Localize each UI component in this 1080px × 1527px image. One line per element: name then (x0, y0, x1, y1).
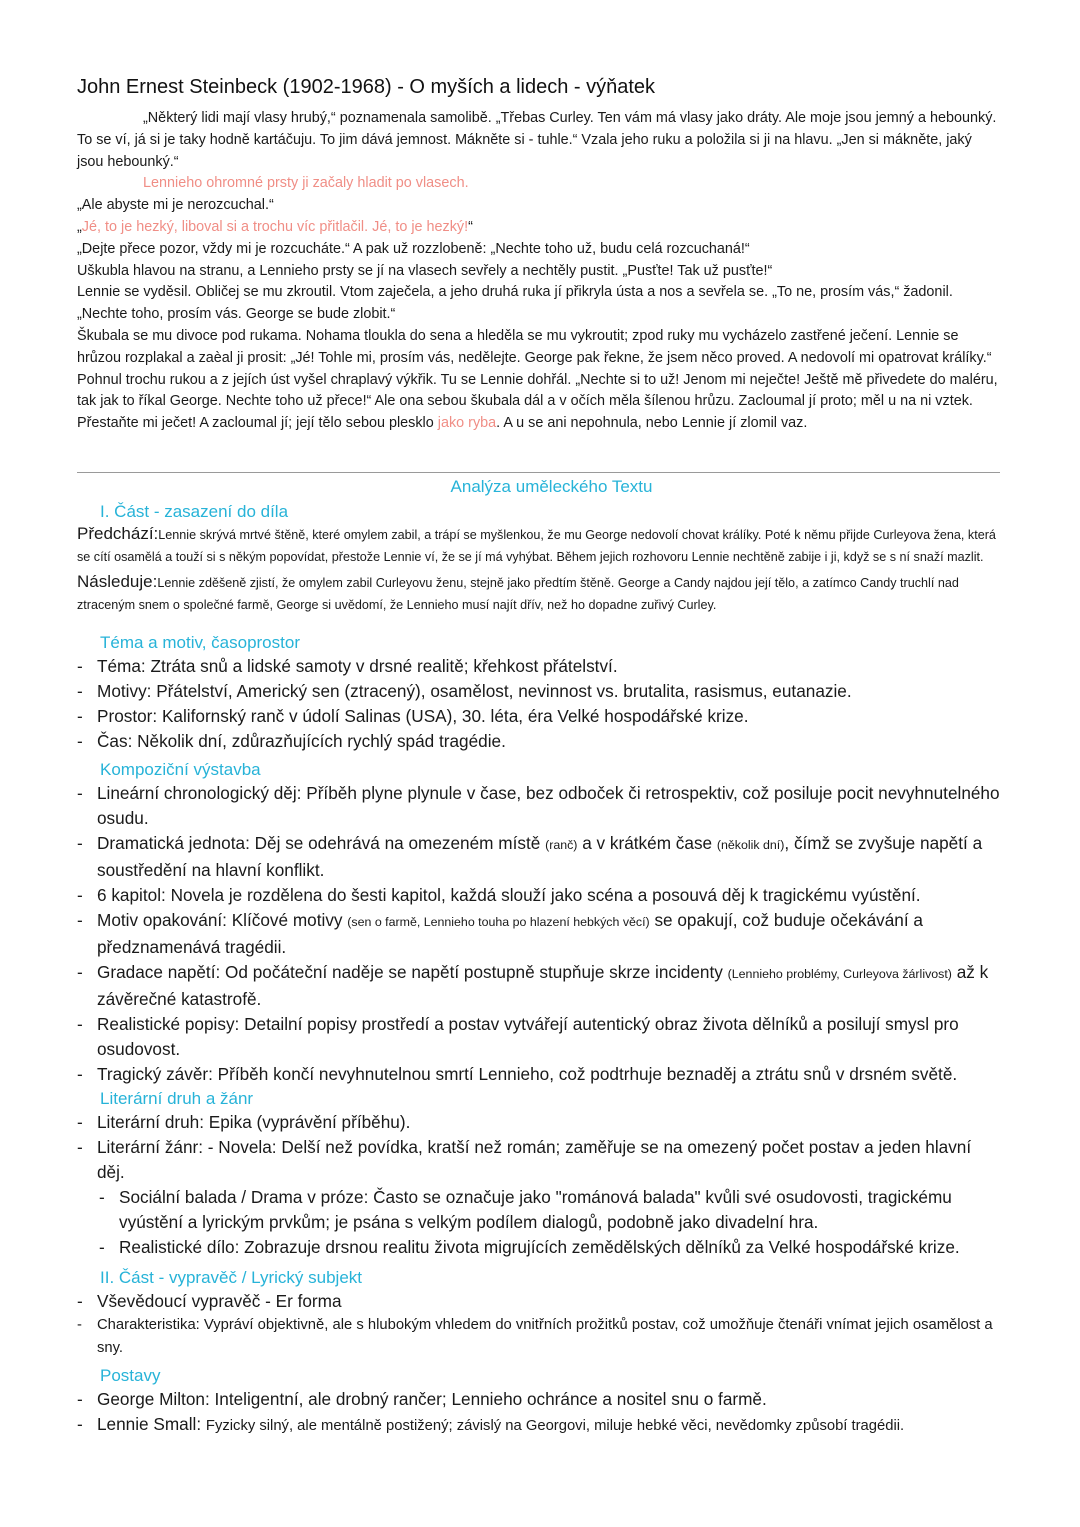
list-item: - Lineární chronologický děj: Příběh plyne plynule v čase, bez odboček či retrospektiv, což posiluje pocit nevyhnutelného osudu. (77, 781, 1002, 831)
list-item (77, 1412, 1002, 1439)
list-item: - Vševědoucí vypravěč - Er forma (77, 1289, 1002, 1314)
list-item: - Literární druh: Epika (vyprávění příběhu). (77, 1110, 1002, 1135)
excerpt-paragraph: Lennieho ohromné prsty ji začaly hladit po vlasech. (143, 175, 469, 192)
item-note: (Lennieho problémy, Curleyova žárlivost) (727, 967, 952, 981)
list-item: - Literární žánr: - Novela: Delší než povídka, kratší než román; zaměřuje se na omezený počet postav a jeden hlavní děj. (77, 1135, 1002, 1185)
predchazi-text: Lennie skrývá mrtvé štěně, které omylem zabil, a trápí se myšlenkou, že mu George nedovolí chovat králíky. Poté k němu přijde Curleyova žena, která se cítí osamělá a touží si s někým popovídat, přestože Lennie ví, že se jí má vyhýbat. Během jejich rozhovoru Lennie nechtěně zabije i ji, když se s ní snaží mazlit. (77, 528, 996, 564)
list-item: - Čas: Několik dní, zdůrazňujících rychlý spád tragédie. (77, 729, 1002, 754)
item-note: (ranč) (545, 838, 578, 852)
item-text: Motiv opakování: Klíčové motivy (97, 910, 348, 930)
sub-list-item: - Sociální balada / Drama v próze: Často se označuje jako "románová balada" kvůli své osudovosti, tragickému vyústění a lyrickým prvkům; je psána s velkým podílem dialogů, podobně jako divadelní hra. (99, 1185, 1002, 1235)
excerpt-text: Škubala se mu divoce pod rukama. Nohama tloukla do sena a hleděla se mu vykroutit; zpod ruky mu vycházelo zastřené ječení. Lennie se hrůzou rozplakal a zaèal ji prosit: „Jé! Tohle mi, prosím vás, nedělejte. George pak řekne, že jsem něco proved. A nedovolí mi opatrovat králíky.“ Pohnul trochu rukou a z jejích úst vyšel chraplavý výkřik. Tu se Lennie dohřál. „Nechte si to už! Jenom mi neječte! Ještě mě přivedete do maléru, tak jak to říkal George. Nechte toho už přece!“ Ale ona sebou škubala dál a v očích měla šílenou hrůzu. Zacloumal jí proto; měl u na ni vztek. Přestaňte mi ječet! A zacloumal jí; její tělo sebou plesklo (77, 327, 998, 432)
list-item: - 6 kapitol: Novela je rozdělena do šesti kapitol, každá slouží jako scéna a posouvá děj k tragickému vyústění. (77, 883, 1002, 908)
highlighted-speech: Jé, to je hezký, liboval si a trochu víc přitlačil. Jé, to je hezký! (81, 218, 469, 235)
nasleduje-paragraph (77, 571, 1002, 616)
list-item: - Realistické popisy: Detailní popisy prostředí a postav vytvářejí autentický obraz života dělníků a posilují smysl pro osudovost. (77, 1012, 1002, 1062)
item-text: Lennie Small: (97, 1414, 206, 1434)
section-part2 (77, 1267, 1002, 1359)
item-note: (sen o farmě, Lennieho touha po hlazení hebkých věcí) (347, 915, 650, 929)
tema-heading: Téma a motiv, časoprostor (100, 633, 300, 652)
kompozice-heading: Kompoziční výstavba (100, 760, 261, 779)
analysis-heading: Analýza uměleckého Textu (450, 477, 653, 496)
section-part1 (77, 501, 1002, 616)
document-title: John Ernest Steinbeck (1902-1968) - O myších a lidech - výňatek (77, 76, 656, 98)
list-item: - Motivy: Přátelství, Americký sen (ztracený), osamělost, nevinnost vs. brutalita, rasismus, eutanazie. (77, 679, 1002, 704)
item-text: až k závěrečné katastrofě. (97, 962, 989, 1009)
excerpt (77, 108, 1002, 435)
excerpt-paragraph: Lennie se vyděsil. Obličej se mu zkroutil. Vtom zaječela, a jeho druhá ruka jí přikryla ústa a nos a sevřela se. „To ne, prosím vás,“ žadonil. „Nechte toho, prosím vás. George se bude zlobit.“ (77, 284, 953, 323)
excerpt-text: . A u se ani nepohnula, nebo Lennie jí zlomil vaz. (496, 415, 808, 432)
excerpt-paragraph (77, 217, 1002, 239)
list-item (77, 831, 1002, 883)
predchazi-label: Předchází: (77, 524, 159, 543)
sub-list-item: - Realistické dílo: Zobrazuje drsnou realitu života migrujících zemědělských dělníků za Velké hospodářské krize. (99, 1235, 1002, 1260)
part1-heading: I. Část - zasazení do díla (100, 502, 289, 521)
section-kompozice (77, 759, 1002, 1087)
list-item: - Prostor: Kalifornský ranč v údolí Salinas (USA), 30. léta, éra Velké hospodářské krize. (77, 704, 1002, 729)
list-item (77, 960, 1002, 1012)
quote-open: „ (77, 218, 82, 235)
item-text: Dramatická jednota: Děj se odehrává na omezeném místě (97, 833, 546, 853)
section-druh (77, 1088, 1002, 1260)
excerpt-paragraph: „Ale abyste mi je nerozcuchal.“ (77, 197, 274, 214)
part2-heading: II. Část - vypravěč / Lyrický subjekt (100, 1268, 362, 1287)
quote-close: “ (468, 218, 473, 235)
item-text: Gradace napětí: Od počáteční naděje se napětí postupně stupňuje skrze incidenty (97, 962, 728, 982)
section-postavy (77, 1365, 1002, 1439)
list-item: - Téma: Ztráta snů a lidské samoty v drsné realitě; křehkost přátelství. (77, 654, 1002, 679)
predchazi-paragraph (77, 523, 1002, 568)
item-note: (několik dní) (716, 838, 785, 852)
highlighted-simile: jako ryba (437, 415, 497, 432)
section-tema (77, 632, 1002, 754)
excerpt-paragraph (77, 326, 1002, 435)
item-text: se opakují, což buduje očekávání a předznamenává tragédii. (97, 910, 923, 957)
list-item: - Charakteristika: Vypráví objektivně, ale s hlubokým vhledem do vnitřních prožitků postav, což umožňuje čtenáři vnímat jejich osamělost a sny. (77, 1314, 1002, 1359)
nasleduje-text: Lennie zděšeně zjistí, že omylem zabil Curleyovu ženu, stejně jako předtím štěně. George a Candy najdou její tělo, a zatímco Candy truchlí nad ztraceným snem o společné farmě, George si uvědomí, že Lennieho musí najít dřív, než ho dopadne zuřivý Curley. (77, 576, 959, 612)
excerpt-paragraph: „Některý lidi mají vlasy hrubý,“ poznamenala samolibě. „Třebas Curley. Ten vám má vlasy jako dráty. Ale moje jsou jemný a hebounký. To se ví, já si je taky hodně kartáčuju. To jim dává jemnost. Mákněte si - tuhle.“ Vzala jeho ruku a položila si ji na hlavu. „Jen si mákněte, jaký jsou hebounký.“ (77, 110, 997, 170)
nasleduje-label: Následuje: (77, 572, 158, 591)
list-item: - George Milton: Inteligentní, ale drobný rančer; Lennieho ochránce a nositel snu o farmě. (77, 1387, 1002, 1412)
divider (77, 472, 1000, 473)
list-item: - Tragický závěr: Příběh končí nevyhnutelnou smrtí Lennieho, což podtrhuje beznaděj a ztrátu snů v drsném světě. (77, 1062, 1002, 1087)
item-text: , čímž se zvyšuje napětí a soustředění na hlavní konflikt. (97, 833, 983, 880)
excerpt-paragraph: Uškubla hlavou na stranu, a Lennieho prsty se jí na vlasech sevřely a nechtěly pustit. „Pusťte! Tak už pusťte!“ (77, 262, 773, 279)
item-text: a v krátkém čase (577, 833, 717, 853)
excerpt-paragraph: „Dejte přece pozor, vždy mi je rozcucháte.“ A pak už rozzlobeně: „Nechte toho už, budu celá rozcuchaná!“ (77, 240, 750, 257)
item-text: Fyzicky silný, ale mentálně postižený; závislý na Georgovi, miluje hebké věci, nevědomky způsobí tragédii. (205, 1418, 905, 1434)
list-item (77, 908, 1002, 960)
druh-heading: Literární druh a žánr (100, 1089, 254, 1108)
postavy-heading: Postavy (100, 1366, 161, 1385)
